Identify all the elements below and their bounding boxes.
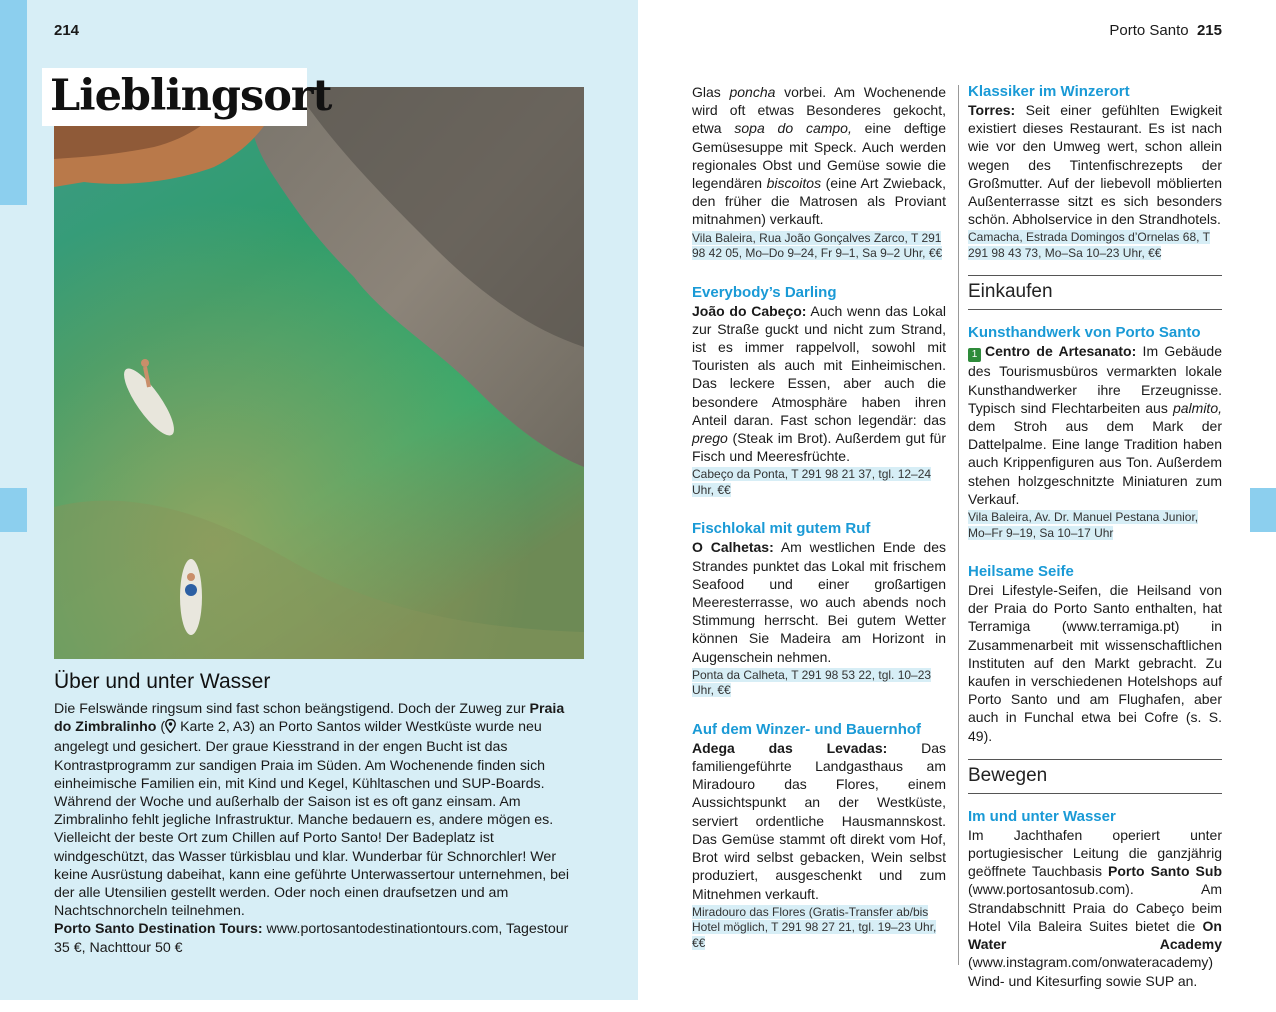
entry-name: Adega das Levadas: (692, 739, 888, 756)
entry-heading: Fischlokal mit gutem Ruf (692, 520, 871, 538)
beach-photo (54, 87, 584, 659)
feature-text (54, 670, 584, 957)
entry-name: O Calhetas: (692, 539, 774, 556)
entry-name: João do Cabeço: (692, 302, 807, 319)
page-number-right: 215 (1196, 22, 1222, 39)
page-number-left: 214 (54, 22, 80, 39)
entry-name: Centro de Artesanato: (985, 343, 1137, 360)
entry-info: Ponta da Calheta, T 291 98 53 22, tgl. 10–23 Uhr, €€ (692, 667, 932, 698)
entry-heading: Klassiker im Winzerort (968, 83, 1130, 100)
edge-tab-mid-left (0, 488, 27, 532)
entry-o-calhetas: Fischlokal mit gutem Ruf O Calhetas: Am westlichen Ende des Strandes punktet das Lokal mit frischem Seafood und einer großartigen Meeresterrasse, wo auch abends noch Stimmung herrscht. Bei gutem Wetter können Sie Madeira am Horizont in Augenschein nehmen. Ponta da Calheta, T 291 98 53 22, tgl. 10–23 Uhr, €€ (692, 520, 946, 698)
edge-tab-top-left (0, 0, 27, 205)
tours-name: Porto Santo Destination Tours: (54, 921, 263, 938)
entry-adega-das-levadas: Auf dem Winzer- und Bauernhof Adega das Levadas: Das familiengeführte Landgasthaus am Miradouro das Flores, einem Aussichtspunkt an der Westküste, serviert ordentliche Hausmannskost. Das Gemüse stammt oft direkt vom Hof, Brot wird selbst gebacken, Wein selbst produziert, ausgeschenkt und zum Mitnehmen verkauft. Miradouro das Flores (Gratis-Transfer ab/bis Hotel möglich, T 291 98 27 21, tgl. 19–23 Uhr, €€ (692, 720, 946, 950)
entry-heading: Auf dem Winzer- und Bauernhof (692, 720, 922, 738)
column-1 (692, 83, 946, 973)
feature-heading: Über und unter Wasser (54, 670, 271, 693)
entry-heading: Im und unter Wasser (968, 807, 1116, 825)
column-2 (968, 83, 1222, 1012)
running-header: Porto Santo 215 (1109, 22, 1222, 39)
entry-info: Camacha, Estrada Domingos d’Ornelas 68, T 291 98 43 73, Mo–Sa 10–23 Uhr, €€ (968, 230, 1210, 260)
entry-torres: Klassiker im Winzerort Torres: Seit einer gefühlten Ewigkeit existiert dieses Restaurant. Es ist nach wie vor den Umweg wert, schon allein wegen des Tintenfischrezepts der Großmutter. Auf der liebevoll möblierten Außenterrasse sitzt es sich besonders schön. Abholservice in den Strandhotels. Camacha, Estrada Domingos d’Ornelas 68, T 291 98 43 73, Mo–Sa 10–23 Uhr, €€ (968, 83, 1222, 260)
section-heading-einkaufen: Einkaufen (968, 275, 1222, 310)
page-title: Lieblingsort (50, 71, 332, 121)
intro-info: Vila Baleira, Rua João Gonçalves Zarco, T 291 98 42 05, Mo–Do 9–24, Fr 9–1, Sa 9–2 Uhr, €€ (692, 230, 943, 261)
place-name: Praia do Zimbralinho (54, 701, 565, 736)
edge-tab-mid-right (1250, 488, 1276, 532)
section-heading-bewegen: Bewegen (968, 759, 1222, 794)
entry-joao-do-cabeco: Everybody’s Darling João do Cabeço: Auch wenn das Lokal zur Straße guckt und nicht zum Strand, ist es immer rappelvoll, sowohl mit Touristen als auch mit Einheimischen. Das leckere Essen, aber auch die besondere Atmosphäre haben ihren Anteil daran. Fast schon legendär: das prego (Steak im Brot). Außerdem gut für Fisch und Meeresfrüchte. Cabeço da Ponta, T 291 98 21 37, tgl. 12–24 Uhr, €€ (692, 283, 946, 497)
entry-heilsame-seife (968, 563, 1222, 745)
intro-text: Glas poncha vorbei. Am Wochenende wird oft etwas Besonderes gekocht, etwa sopa do campo, eine deftige Gemüsesuppe mit Speck. Auch werden regionales Obst und Gemüse sowie die legendären biscoitos (eine Art Zwieback, den früher die Matrosen als Proviant mitnahmen) verkauft. (692, 84, 947, 228)
feature-body: Die Felswände ringsum sind fast schon beängstigend. Doch der Zuweg zur Praia do Zimbralinho ( Karte 2, A3) an Porto Santos wilder Westküste wurde neu angelegt und gesichert. Der graue Kiesstrand in der engen Bucht ist das Kontrastprogramm zur sandigen Praia im Süden. Am Wochenende finden sich einheimische Familien ein, mit Kind und Kegel, Kühltaschen und SUP-Boards. Während der Woche und außerhalb der Saison ist es oft ganz einsam. Am Zimbralinho fehlt jegliche Infrastruktur. Manche bedauern es, andere mögen es. Vielleicht der beste Ort zum Chillen auf Porto Santo! Der Badeplatz ist windgeschützt, das Wasser türkisblau und klar. Wunderbar für Schnorchler! Wer keine Ausrüstung dabeihat, kann eine geführte Unterwassertour unternehmen, bei der alle Utensilien gestellt werden. Oder noch einen draufsetzen und am Nachtschnorcheln teilnehmen. Porto Santo Destination Tours: www.portosantodestinationtours.com, Tagestour 35 €, Nachttour 50 € (54, 701, 570, 956)
column-divider (958, 85, 959, 965)
left-page (0, 0, 638, 1000)
entry-info: Miradouro das Flores (Gratis-Transfer ab/bis Hotel möglich, T 291 98 27 21, tgl. 19–23 Uhr, €€ (692, 904, 937, 950)
entry-text: Drei Lifestyle-Seifen, die Heilsand von der Praia do Porto Santo enthalten, hat Terramiga (www.terramiga.pt) in Zusammenarbeit mit wissenschaftlichen Instituten auf den Markt gebracht. Zu kaufen in verschiedenen Hotelshops auf Porto Santo und am Flughafen, aber auch in Funchal etwa bei Cofre (s. S. 49). (968, 582, 1222, 744)
entry-heading: Heilsame Seife (968, 563, 1074, 581)
entry-heading: Kunsthandwerk von Porto Santo (968, 324, 1201, 342)
entry-im-und-unter-wasser: Im und unter Wasser Im Jachthafen operiert unter portugiesischer Leitung die ganzjährig geöffnete Tauchbasis Porto Santo Sub (www.portosantosub.com). Am Strandabschnitt Praia do Cabeço beim Hotel Vila Baleira Suites bietet die On Water Academy (www.instagram.com/onwateracademy) Wind- und Kitesurfing sowie SUP an. (968, 807, 1222, 989)
sup-board-2 (180, 559, 202, 635)
shopping-bag-icon: 1 (968, 348, 981, 362)
entry-info: Vila Baleira, Av. Dr. Manuel Pestana Junior, Mo–Fr 9–19, Sa 10–17 Uhr (968, 510, 1199, 540)
entry-heading: Everybody’s Darling (692, 283, 837, 301)
entry-info: Cabeço da Ponta, T 291 98 21 37, tgl. 12–24 Uhr, €€ (692, 467, 932, 497)
entry-name: Torres: (968, 102, 1016, 118)
entry-centro-de-artesanato: Kunsthandwerk von Porto Santo 1 Centro de Artesanato: Im Gebäude des Tourismusbüros vermarkten lokale Kunsthandwerker ihre Erzeugnisse. Typisch sind Flechtarbeiten aus palmito, dem Stroh aus dem Mark der Dattelpalme. Eine lange Tradition haben auch Krippenfiguren aus Ton. Außerdem stehen holzgeschnitzte Miniaturen zum Verkauf. Vila Baleira, Av. Dr. Manuel Pestana Junior, Mo–Fr 9–19, Sa 10–17 Uhr (968, 324, 1222, 540)
intro-block (692, 83, 946, 262)
map-pin-icon (165, 719, 176, 738)
